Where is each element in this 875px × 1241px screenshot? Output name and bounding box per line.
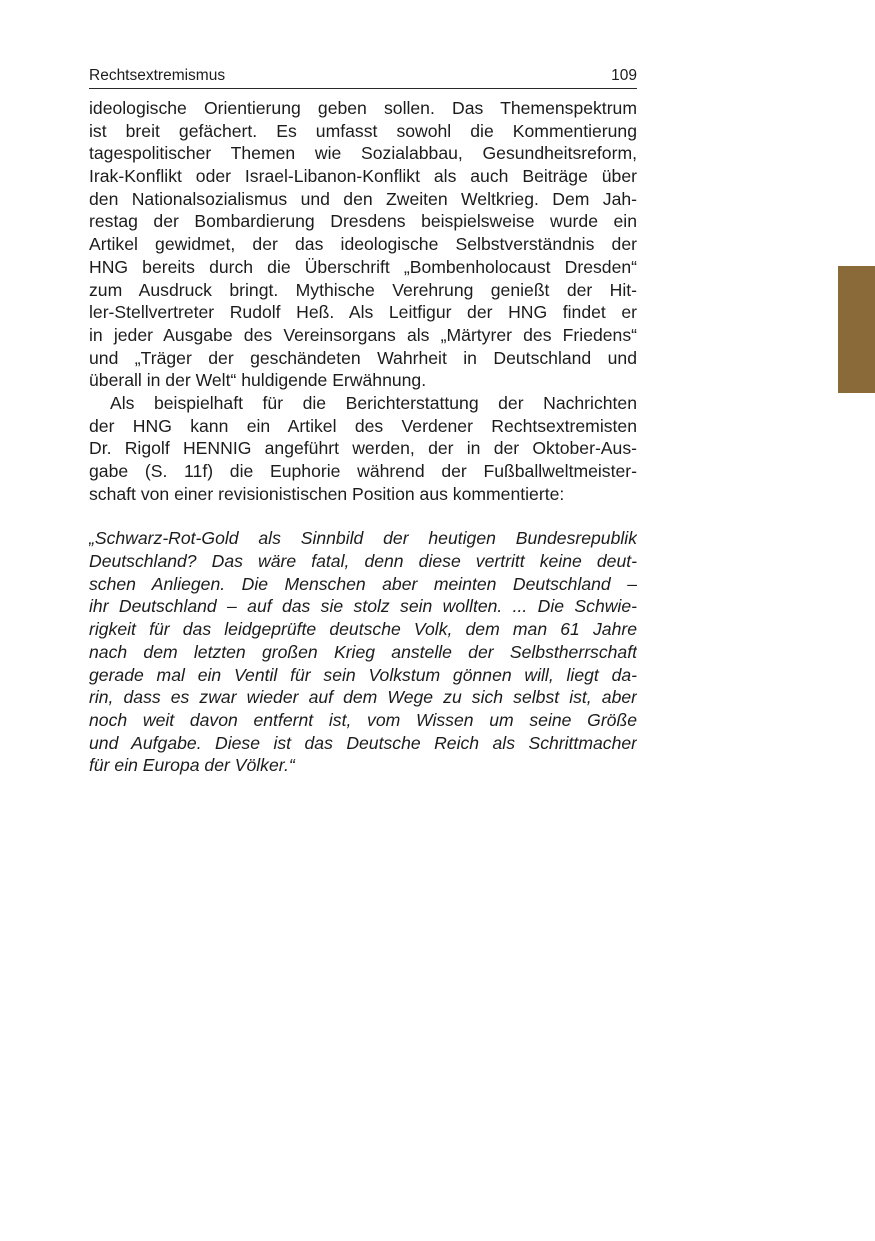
text-line: zum Ausdruck bringt. Mythische Verehrung genießt der Hit- [89, 279, 637, 300]
running-header [89, 66, 637, 89]
quote-line: gerade mal ein Ventil für sein Volkstum gönnen will, liegt da- [89, 664, 637, 685]
text-line: restag der Bombardierung Dresdens beispielsweise wurde ein [89, 211, 637, 232]
text-line: Dr. Rigolf HENNIG angeführt werden, der in der Oktober-Aus- [89, 438, 637, 459]
quote-line: rin, dass es zwar wieder auf dem Wege zu sich selbst ist, aber [89, 687, 637, 708]
quote-line: „Schwarz-Rot-Gold als Sinnbild der heutigen Bundesrepublik [89, 528, 637, 549]
running-title: Rechtsextremismus [89, 67, 226, 84]
paragraph-2 [89, 392, 637, 505]
text-line: in jeder Ausgabe des Vereinsorgans als „Märtyrer des Friedens“ [89, 324, 637, 345]
text-line: schaft von einer revisionistischen Position aus kommentierte: [89, 483, 565, 504]
thumb-index-tab [838, 266, 875, 393]
quote-line: für ein Europa der Völker.“ [89, 755, 295, 776]
text-line: ist breit gefächert. Es umfasst sowohl die Kommentierung [89, 120, 637, 141]
spacer [89, 505, 637, 527]
quote-line: schen Anliegen. Die Menschen aber meinten Deutschland – [89, 573, 637, 594]
text-line: Irak-Konflikt oder Israel-Libanon-Konflikt als auch Beiträge über [89, 166, 637, 187]
page-number: 109 [611, 67, 637, 84]
quote-line: rigkeit für das leidgeprüfte deutsche Volk, dem man 61 Jahre [89, 619, 637, 640]
paragraph-1 [89, 97, 637, 392]
text-line: ler-Stellvertreter Rudolf Heß. Als Leitfigur der HNG findet er [89, 302, 637, 323]
text-line: den Nationalsozialismus und den Zweiten Weltkrieg. Dem Jah- [89, 188, 637, 209]
quote-line: und Aufgabe. Diese ist das Deutsche Reich als Schrittmacher [89, 732, 637, 753]
quote-line: noch weit davon entfernt ist, vom Wissen um seine Größe [89, 709, 637, 730]
text-line: HNG bereits durch die Überschrift „Bombenholocaust Dresden“ [89, 256, 637, 277]
body-text [89, 97, 637, 777]
text-line: Als beispielhaft für die Berichterstattung der Nachrichten [110, 392, 637, 413]
block-quote [89, 527, 637, 777]
text-line: Artikel gewidmet, der das ideologische Selbstverständnis der [89, 234, 637, 255]
text-line: überall in der Welt“ huldigende Erwähnung. [89, 370, 427, 391]
text-line: gabe (S. 11f) die Euphorie während der Fußballweltmeister- [89, 461, 637, 481]
text-line: und „Träger der geschändeten Wahrheit in Deutschland und [89, 347, 637, 368]
quote-line: nach dem letzten großen Krieg anstelle der Selbstherrschaft [89, 641, 637, 662]
quote-line: ihr Deutschland – auf das sie stolz sein wollten. ... Die Schwie- [89, 596, 637, 617]
text-line: der HNG kann ein Artikel des Verdener Rechtsextremisten [89, 415, 637, 436]
text-line: tagespolitischer Themen wie Sozialabbau, Gesundheitsreform, [89, 143, 637, 164]
text-line: ideologische Orientierung geben sollen. Das Themenspektrum [89, 98, 637, 118]
quote-line: Deutschland? Das wäre fatal, denn diese vertritt keine deut- [89, 551, 637, 572]
